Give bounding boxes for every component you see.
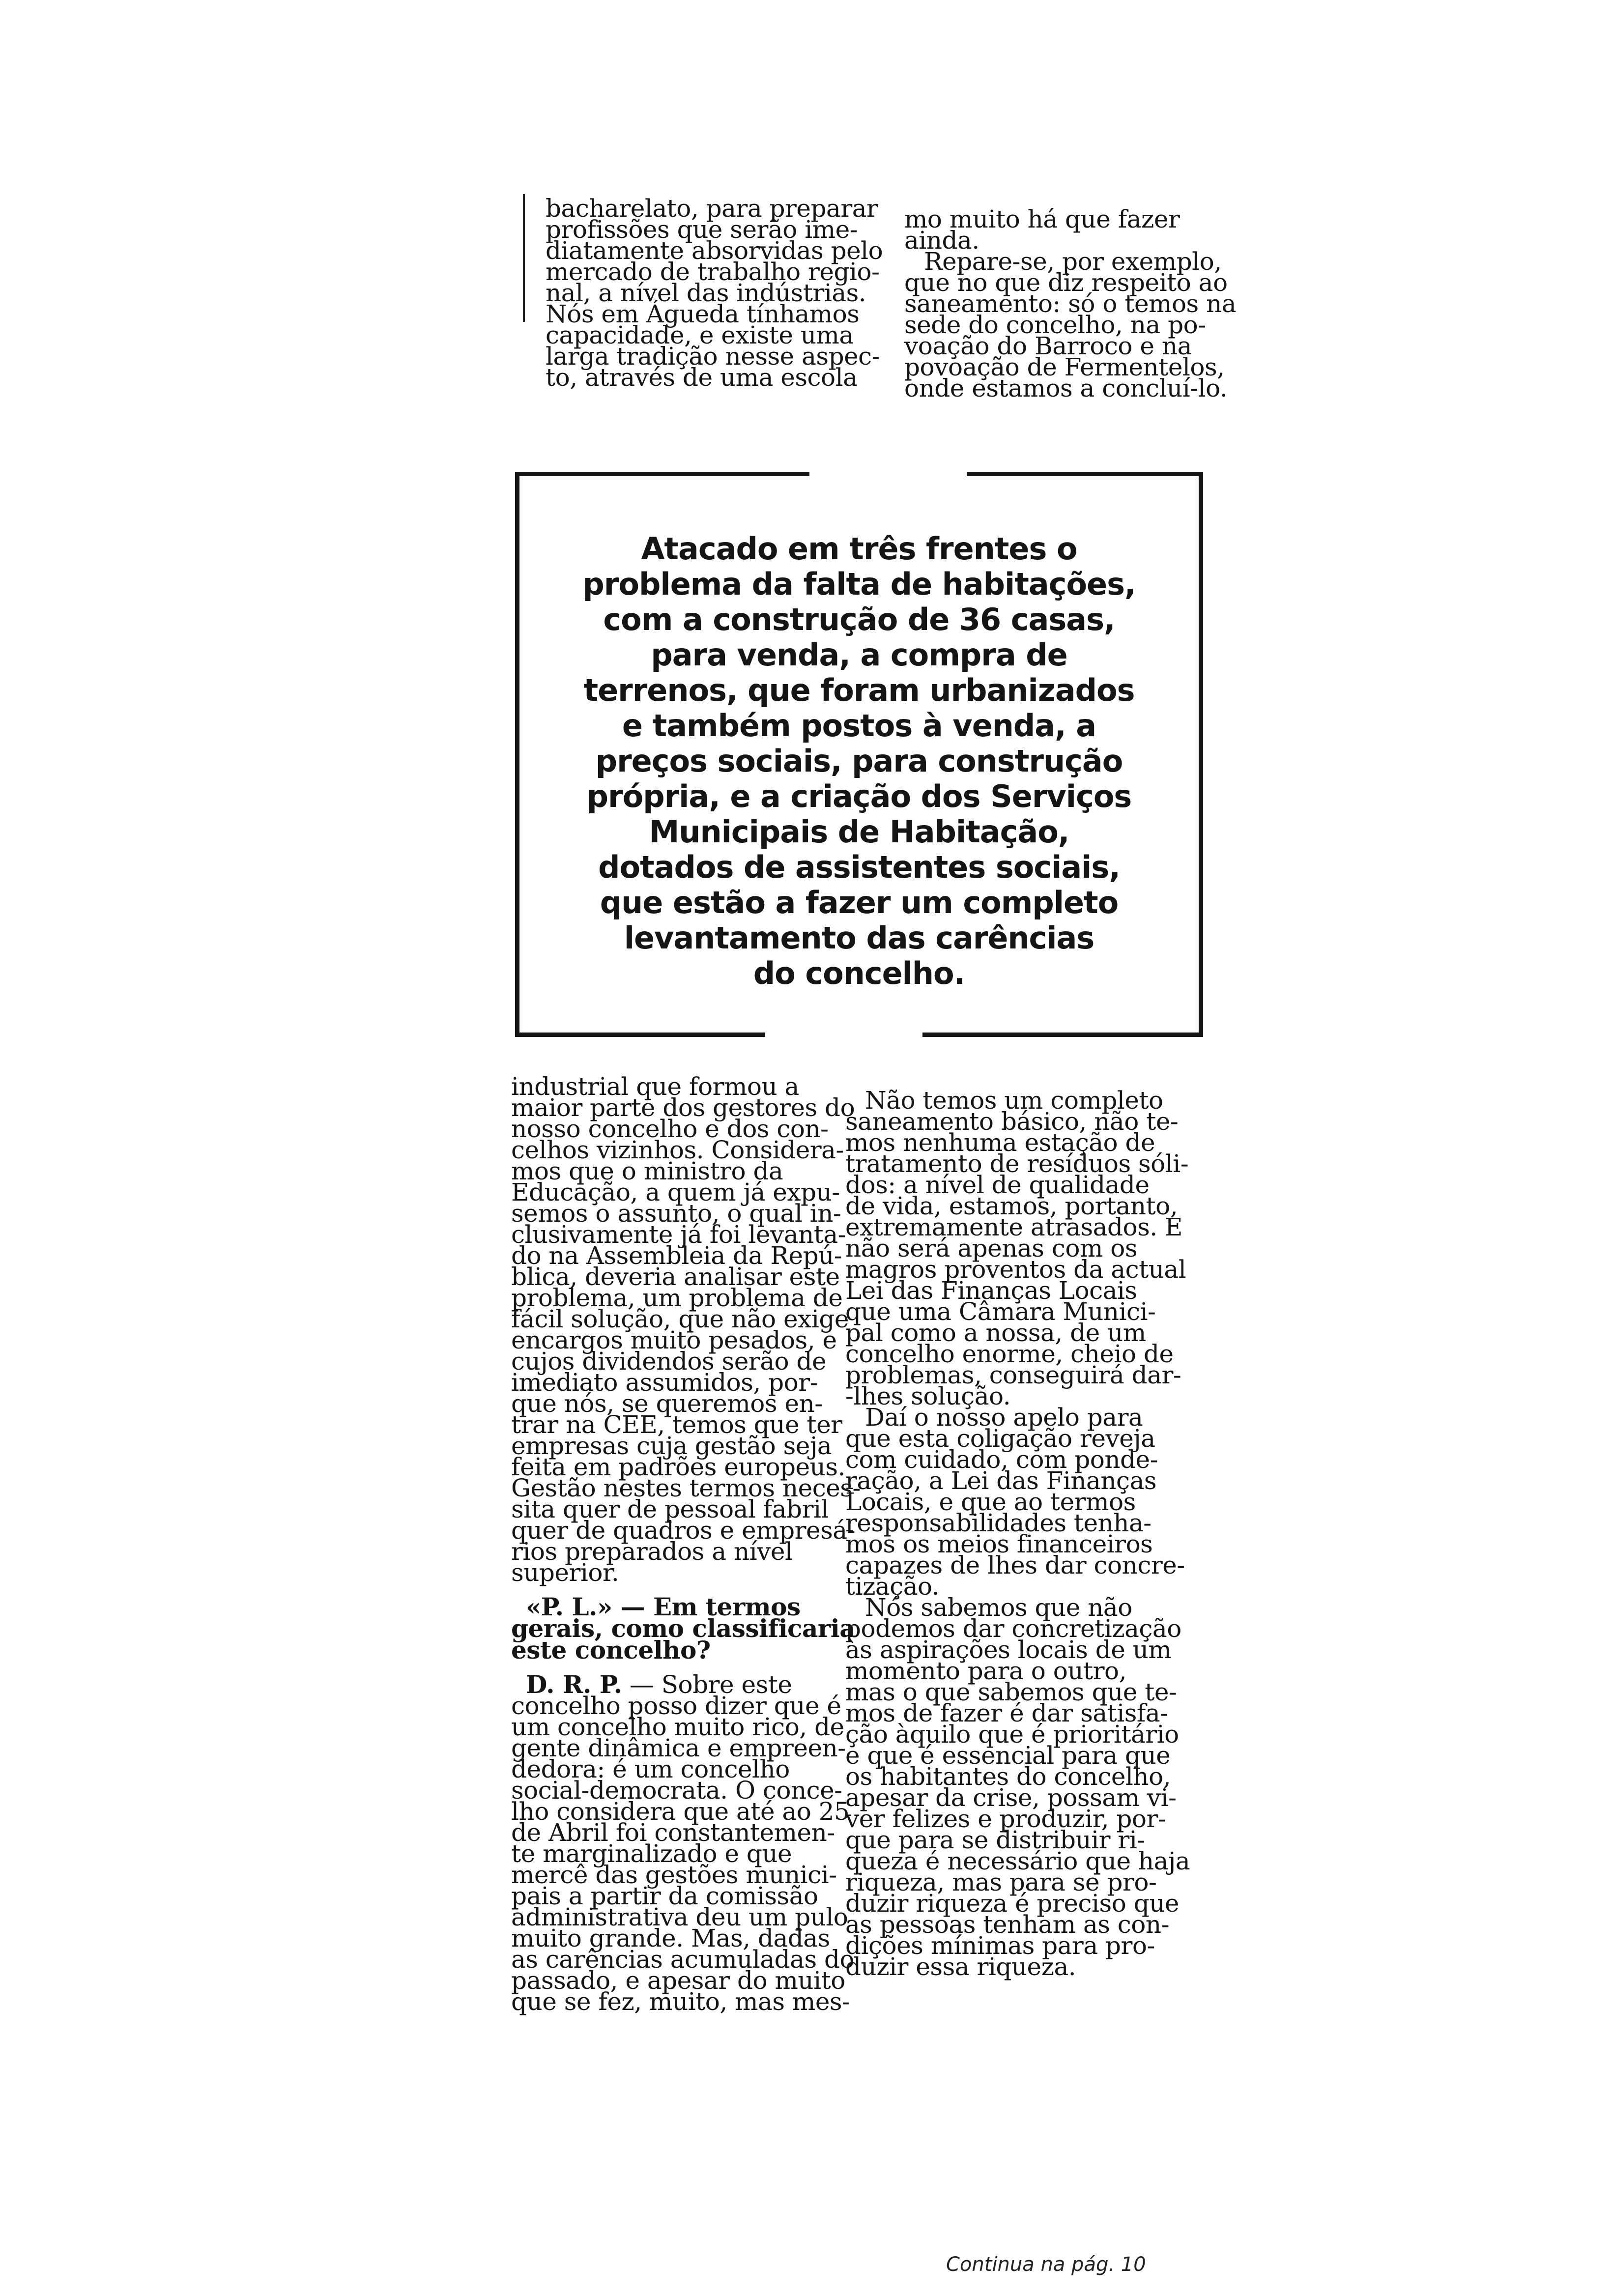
- text-line: povoação de Fermentelos,: [904, 353, 1225, 381]
- text-line: que uma Câmara Munici-: [845, 1297, 1156, 1326]
- top-left-column: [546, 194, 883, 392]
- text-line: muito grande. Mas, dadas: [511, 1924, 830, 1952]
- text-line: capacidade, e existe uma: [546, 321, 854, 349]
- text-line: extremamente atrasados. E: [845, 1213, 1183, 1241]
- text-line: não será apenas com os: [845, 1234, 1138, 1263]
- pull-quote-line: preços sociais, para construção: [595, 743, 1123, 779]
- text-line: as pessoas tenham as con-: [845, 1910, 1170, 1939]
- text-line: um concelho muito rico, de: [511, 1713, 844, 1741]
- text-line: Educação, a quem já expu-: [511, 1178, 840, 1206]
- text-line: diatamente absorvidas pelo: [546, 236, 883, 265]
- text-line: passado, e apesar do muito: [511, 1966, 845, 1995]
- text-line: trar na CEE, temos que ter: [511, 1410, 842, 1439]
- question-line: gerais, como classificaria: [511, 1614, 856, 1643]
- text-line: sede do concelho, na po-: [904, 311, 1206, 339]
- margin-rule: [523, 194, 525, 322]
- text-line: nal, a nível das indústrias.: [546, 279, 866, 307]
- text-line: podemos dar concretização: [845, 1614, 1181, 1643]
- pull-quote: [519, 531, 1199, 991]
- text-line: dições mínimas para pro-: [845, 1931, 1155, 1960]
- text-line: pal como a nossa, de um: [845, 1319, 1146, 1347]
- text-line: quer de quadros e empresá-: [511, 1516, 856, 1545]
- text-line: apesar da crise, possam vi-: [845, 1783, 1177, 1812]
- text-line: feita em padrões europeus.: [511, 1453, 845, 1481]
- text-line: magros proventos da actual: [845, 1255, 1186, 1284]
- text-line: Lei das Finanças Locais: [845, 1276, 1137, 1305]
- text-line: Nós sabemos que não: [865, 1593, 1132, 1622]
- box-top-gap: [809, 470, 967, 478]
- text-line: concelho enorme, cheio de: [845, 1340, 1174, 1368]
- text-line: Não temos um completo: [865, 1086, 1163, 1115]
- pull-quote-line: Municipais de Habitação,: [649, 814, 1069, 850]
- pull-quote-line: terrenos, que foram urbanizados: [583, 672, 1135, 708]
- text-line: fácil solução, que não exige: [511, 1305, 849, 1333]
- answer-speaker: D. R. P.: [526, 1670, 622, 1699]
- continuation-note: Continua na pág. 10: [946, 2253, 1146, 2276]
- box-bottom-gap: [765, 1031, 922, 1038]
- text-line: riqueza, mas para se pro-: [845, 1868, 1157, 1896]
- text-line: mos de fazer é dar satisfa-: [845, 1699, 1168, 1727]
- text-line: problemas, conseguirá dar-: [845, 1361, 1181, 1389]
- pull-quote-line: do concelho.: [753, 955, 965, 991]
- question-line: «P. L.» — Em termos: [526, 1592, 801, 1621]
- text-line: mos que o ministro da: [511, 1157, 783, 1185]
- text-line: os habitantes do concelho,: [845, 1762, 1171, 1791]
- text-line: blica, deveria analisar este: [511, 1263, 840, 1291]
- bottom-left-column: [511, 1072, 861, 2016]
- text-line: bacharelato, para preparar: [546, 194, 878, 223]
- text-line: sita quer de pessoal fabril: [511, 1495, 829, 1523]
- text-line: tratamento de resíduos sóli-: [845, 1149, 1189, 1178]
- text-line: do na Assembleia da Repú-: [511, 1241, 842, 1270]
- text-line: tização.: [845, 1572, 940, 1601]
- text-line: de Abril foi constantemen-: [511, 1818, 835, 1847]
- text-line: mos os meios financeiros: [845, 1530, 1153, 1558]
- text-line: saneamento básico, não te-: [845, 1107, 1179, 1136]
- pull-quote-line: com a construção de 36 casas,: [603, 602, 1115, 637]
- text-line: dos: a nível de qualidade: [845, 1171, 1150, 1199]
- text-line: to, através de uma escola: [546, 363, 858, 392]
- text-line: ainda.: [904, 226, 979, 255]
- text-line: gente dinâmica e empreen-: [511, 1734, 846, 1762]
- text-line: profissões que serão ime-: [546, 215, 858, 244]
- text-line: às aspirações locais de um: [845, 1636, 1172, 1664]
- question-line: este concelho?: [511, 1636, 711, 1665]
- text-line: administrativa deu um pulo: [511, 1903, 848, 1931]
- pull-quote-line: própria, e a criação dos Serviços: [586, 778, 1132, 814]
- text-line: mo muito há que fazer: [904, 205, 1180, 233]
- text-line: que para se distribuir ri-: [845, 1826, 1145, 1854]
- pull-quote-line: dotados de assistentes sociais,: [598, 849, 1120, 885]
- text-line: as carências acumuladas do: [511, 1945, 855, 1974]
- text-line: superior.: [511, 1558, 619, 1587]
- text-line: queza é necessário que haja: [845, 1847, 1190, 1875]
- text-line: voação do Barroco e na: [904, 332, 1192, 360]
- answer-text: — Sobre este: [622, 1670, 792, 1699]
- text-line: Locais, e que ao termos: [845, 1488, 1136, 1516]
- text-line: Nós em Águeda tínhamos: [546, 300, 860, 328]
- text-line: -lhes solução.: [845, 1382, 1011, 1410]
- top-right-column: [904, 205, 1237, 402]
- text-line: te marginalizado e que: [511, 1839, 792, 1868]
- text-line: de vida, estamos, portanto,: [845, 1192, 1178, 1220]
- text-line: empresas cuja gestão seja: [511, 1432, 832, 1460]
- text-line: saneamento: só o temos na: [904, 289, 1237, 318]
- text-line: mos nenhuma estação de: [845, 1128, 1155, 1157]
- text-line: responsabilidades tenha-: [845, 1509, 1151, 1537]
- text-line: duzir riqueza é preciso que: [845, 1889, 1180, 1918]
- text-line: celhos vizinhos. Considera-: [511, 1136, 844, 1164]
- pull-quote-box: [515, 472, 1203, 1037]
- pull-quote-line: e também postos à venda, a: [622, 708, 1096, 744]
- text-line: Gestão nestes termos neces-: [511, 1474, 861, 1502]
- text-line: pais a partir da comissão: [511, 1882, 818, 1910]
- text-line: mercê das gestões munici-: [511, 1861, 837, 1889]
- text-line: ração, a Lei das Finanças: [845, 1466, 1157, 1495]
- text-line: concelho posso dizer que é: [511, 1692, 841, 1720]
- text-line: momento para o outro,: [845, 1657, 1127, 1685]
- text-line: duzir essa riqueza.: [845, 1952, 1076, 1981]
- text-line: que nós, se queremos en-: [511, 1389, 823, 1418]
- text-line: que se fez, muito, mas mes-: [511, 1987, 850, 2016]
- text-line: rios preparados a nível: [511, 1537, 793, 1566]
- text-line: encargos muito pesados, e: [511, 1326, 837, 1354]
- text-line: imediato assumidos, por-: [511, 1368, 818, 1397]
- text-line: onde estamos a concluí-lo.: [904, 374, 1228, 402]
- text-line: nosso concelho e dos con-: [511, 1115, 829, 1143]
- pull-quote-line: levantamento das carências: [624, 920, 1094, 956]
- text-line: mercado de trabalho regio-: [546, 258, 880, 286]
- text-line: Daí o nosso apelo para: [865, 1403, 1143, 1432]
- text-line: semos o assunto, o qual in-: [511, 1199, 841, 1228]
- text-line: industrial que formou a: [511, 1072, 799, 1101]
- text-line: mas o que sabemos que te-: [845, 1678, 1177, 1706]
- pull-quote-line: que estão a fazer um completo: [600, 885, 1119, 920]
- text-line: larga tradição nesse aspec-: [546, 342, 880, 371]
- text-line: lho considera que até ao 25: [511, 1797, 850, 1826]
- text-line: dedora: é um concelho: [511, 1755, 790, 1783]
- text-line: ção àquilo que é prioritário: [845, 1720, 1179, 1749]
- text-line: que esta coligação reveja: [845, 1424, 1155, 1453]
- text-line: com cuidado, com ponde-: [845, 1445, 1158, 1474]
- text-line: clusivamente já foi levanta-: [511, 1220, 846, 1249]
- pull-quote-line: problema da falta de habitações,: [582, 566, 1136, 602]
- text-line: capazes de lhes dar concre-: [845, 1551, 1185, 1579]
- text-line: e que é essencial para que: [845, 1741, 1171, 1770]
- pull-quote-line: Atacado em três frentes o: [641, 531, 1077, 567]
- text-line: cujos dividendos serão de: [511, 1347, 827, 1376]
- text-line: problema, um problema de: [511, 1284, 843, 1312]
- bottom-right-column: [845, 1086, 1190, 1981]
- text-line: social-democrata. O conce-: [511, 1776, 842, 1805]
- text-line: Repare-se, por exemplo,: [924, 247, 1222, 276]
- pull-quote-line: para venda, a compra de: [651, 637, 1067, 673]
- text-line: ver felizes e produzir, por-: [845, 1805, 1166, 1833]
- text-line: maior parte dos gestores do: [511, 1093, 855, 1122]
- text-line: que no que diz respeito ao: [904, 268, 1228, 297]
